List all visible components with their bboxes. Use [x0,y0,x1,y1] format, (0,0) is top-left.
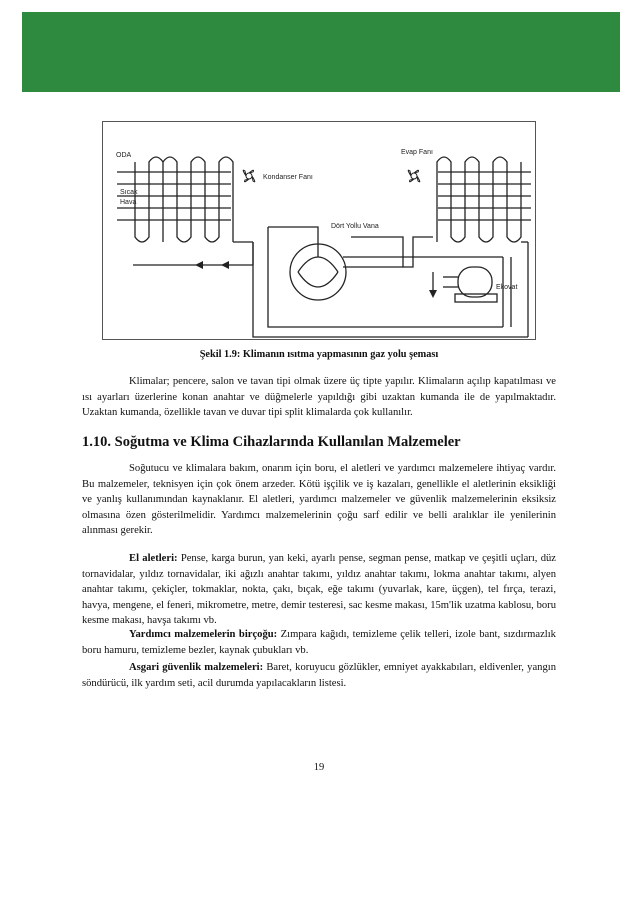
outdoor-coil [437,157,531,242]
flow-arrow-down [429,290,437,298]
paragraph-materials [82,461,556,539]
paragraph-materials-text: Soğutucu ve klimalara bakım, onarım için boru, el aletleri ve yardımcı malzemelere ihtiyaç vardır. Bu malzemeler, teknisyen için çok önem arzeder. Kötü işçilik ve iş kazaları, genellikle el aletlerinin eksikliği ve yanlış kullanımından kaynaklanır. El aletleri, yardımcı malzemeler ve güvenlik malzemelerinin eksiksiz olmasına özen gösterilmelidir. Yardımcı malzemelerinin çoğu sarf edilir ve belli aralıklar ile yenilerinin alınması gerekir. [82,463,556,536]
hand-tools-term: El aletleri: [129,553,178,564]
heating-gas-path-diagram [102,121,536,340]
flow-arrow-left-2 [221,261,229,269]
paragraph-hand-tools [82,551,556,629]
paragraph-auxiliary [82,627,556,658]
evap-fan-icon [408,170,420,182]
auxiliary-text: Zımpara kağıdı, temizleme çelik telleri, izole bant, sızdırmazlık boru hamuru, temizleme bezler, kaynak çubukları vb. [82,629,556,656]
paragraph-safety [82,660,556,691]
flow-arrow-left-1 [195,261,203,269]
label-four-way-valve: Dört Yollu Vana [331,223,379,230]
paragraph-klimalar-text: Klimalar; pencere, salon ve tavan tipi olmak üzere üç tipte yapılır. Klimaların açılıp kapatılması ve ısı ayarları üzerlerine konan anahtar ve düğmelerle yapıldığı gibi uzaktan kumanda ile de yapılmaktadır. Uzaktan kumanda, özellikle tavan ve duvar tipi split klimalarda çok kullanılır. [82,376,556,418]
compressor-shape [443,267,497,302]
hand-tools-text: Pense, karga burun, yan keki, ayarlı pense, segman pense, matkap ve çeşitli uçları, düz tornavidalar, yıldız tornavidalar, iki ağızlı anahtar takımı, yıldız anahtar takımı, lokma anahtar takımı, alyen anahtar takımı, çekiçler, tokmaklar, nokta, çakı, bıçak, eğe takımı (yuvarlak, kare, üçgen), tel fırça, terazi, havya, mengene, el feneri, mikrometre, metre, demir testeresi, sac kesme makası, 15m'lik uzatma kablosu, boru kesme makası, havşa takımı vb. [82,553,556,626]
condenser-fan-icon [243,170,255,182]
label-condenser-fan: Kondanser Fanı [263,174,313,181]
auxiliary-term: Yardımcı malzemelerin birçoğu: [129,629,278,640]
label-hot-air-2: Hava [120,199,137,206]
label-room: ODA [116,152,132,159]
paragraph-klimalar [82,374,556,421]
label-hot-air-1: Sıcak [120,189,138,196]
page-number: 19 [313,762,325,773]
diagram-drawing [103,122,537,341]
section-heading: 1.10. Soğutma ve Klima Cihazlarında Kullanılan Malzemeler [82,434,461,450]
safety-text: Baret, koruyucu gözlükler, emniyet ayakkabıları, eldivenler, yangın söndürücü, ilk yardım seti, acil durumda yapılacakların listesi. [82,662,556,689]
header-banner [22,12,620,92]
label-evap-fan: Evap Fanı [401,149,433,156]
figure-caption: Şekil 1.9: Klimanın ısıtma yapmasının gaz yolu şeması [199,349,439,360]
safety-term: Asgari güvenlik malzemeleri: [129,662,264,673]
label-compressor: Ekovat [496,284,518,291]
